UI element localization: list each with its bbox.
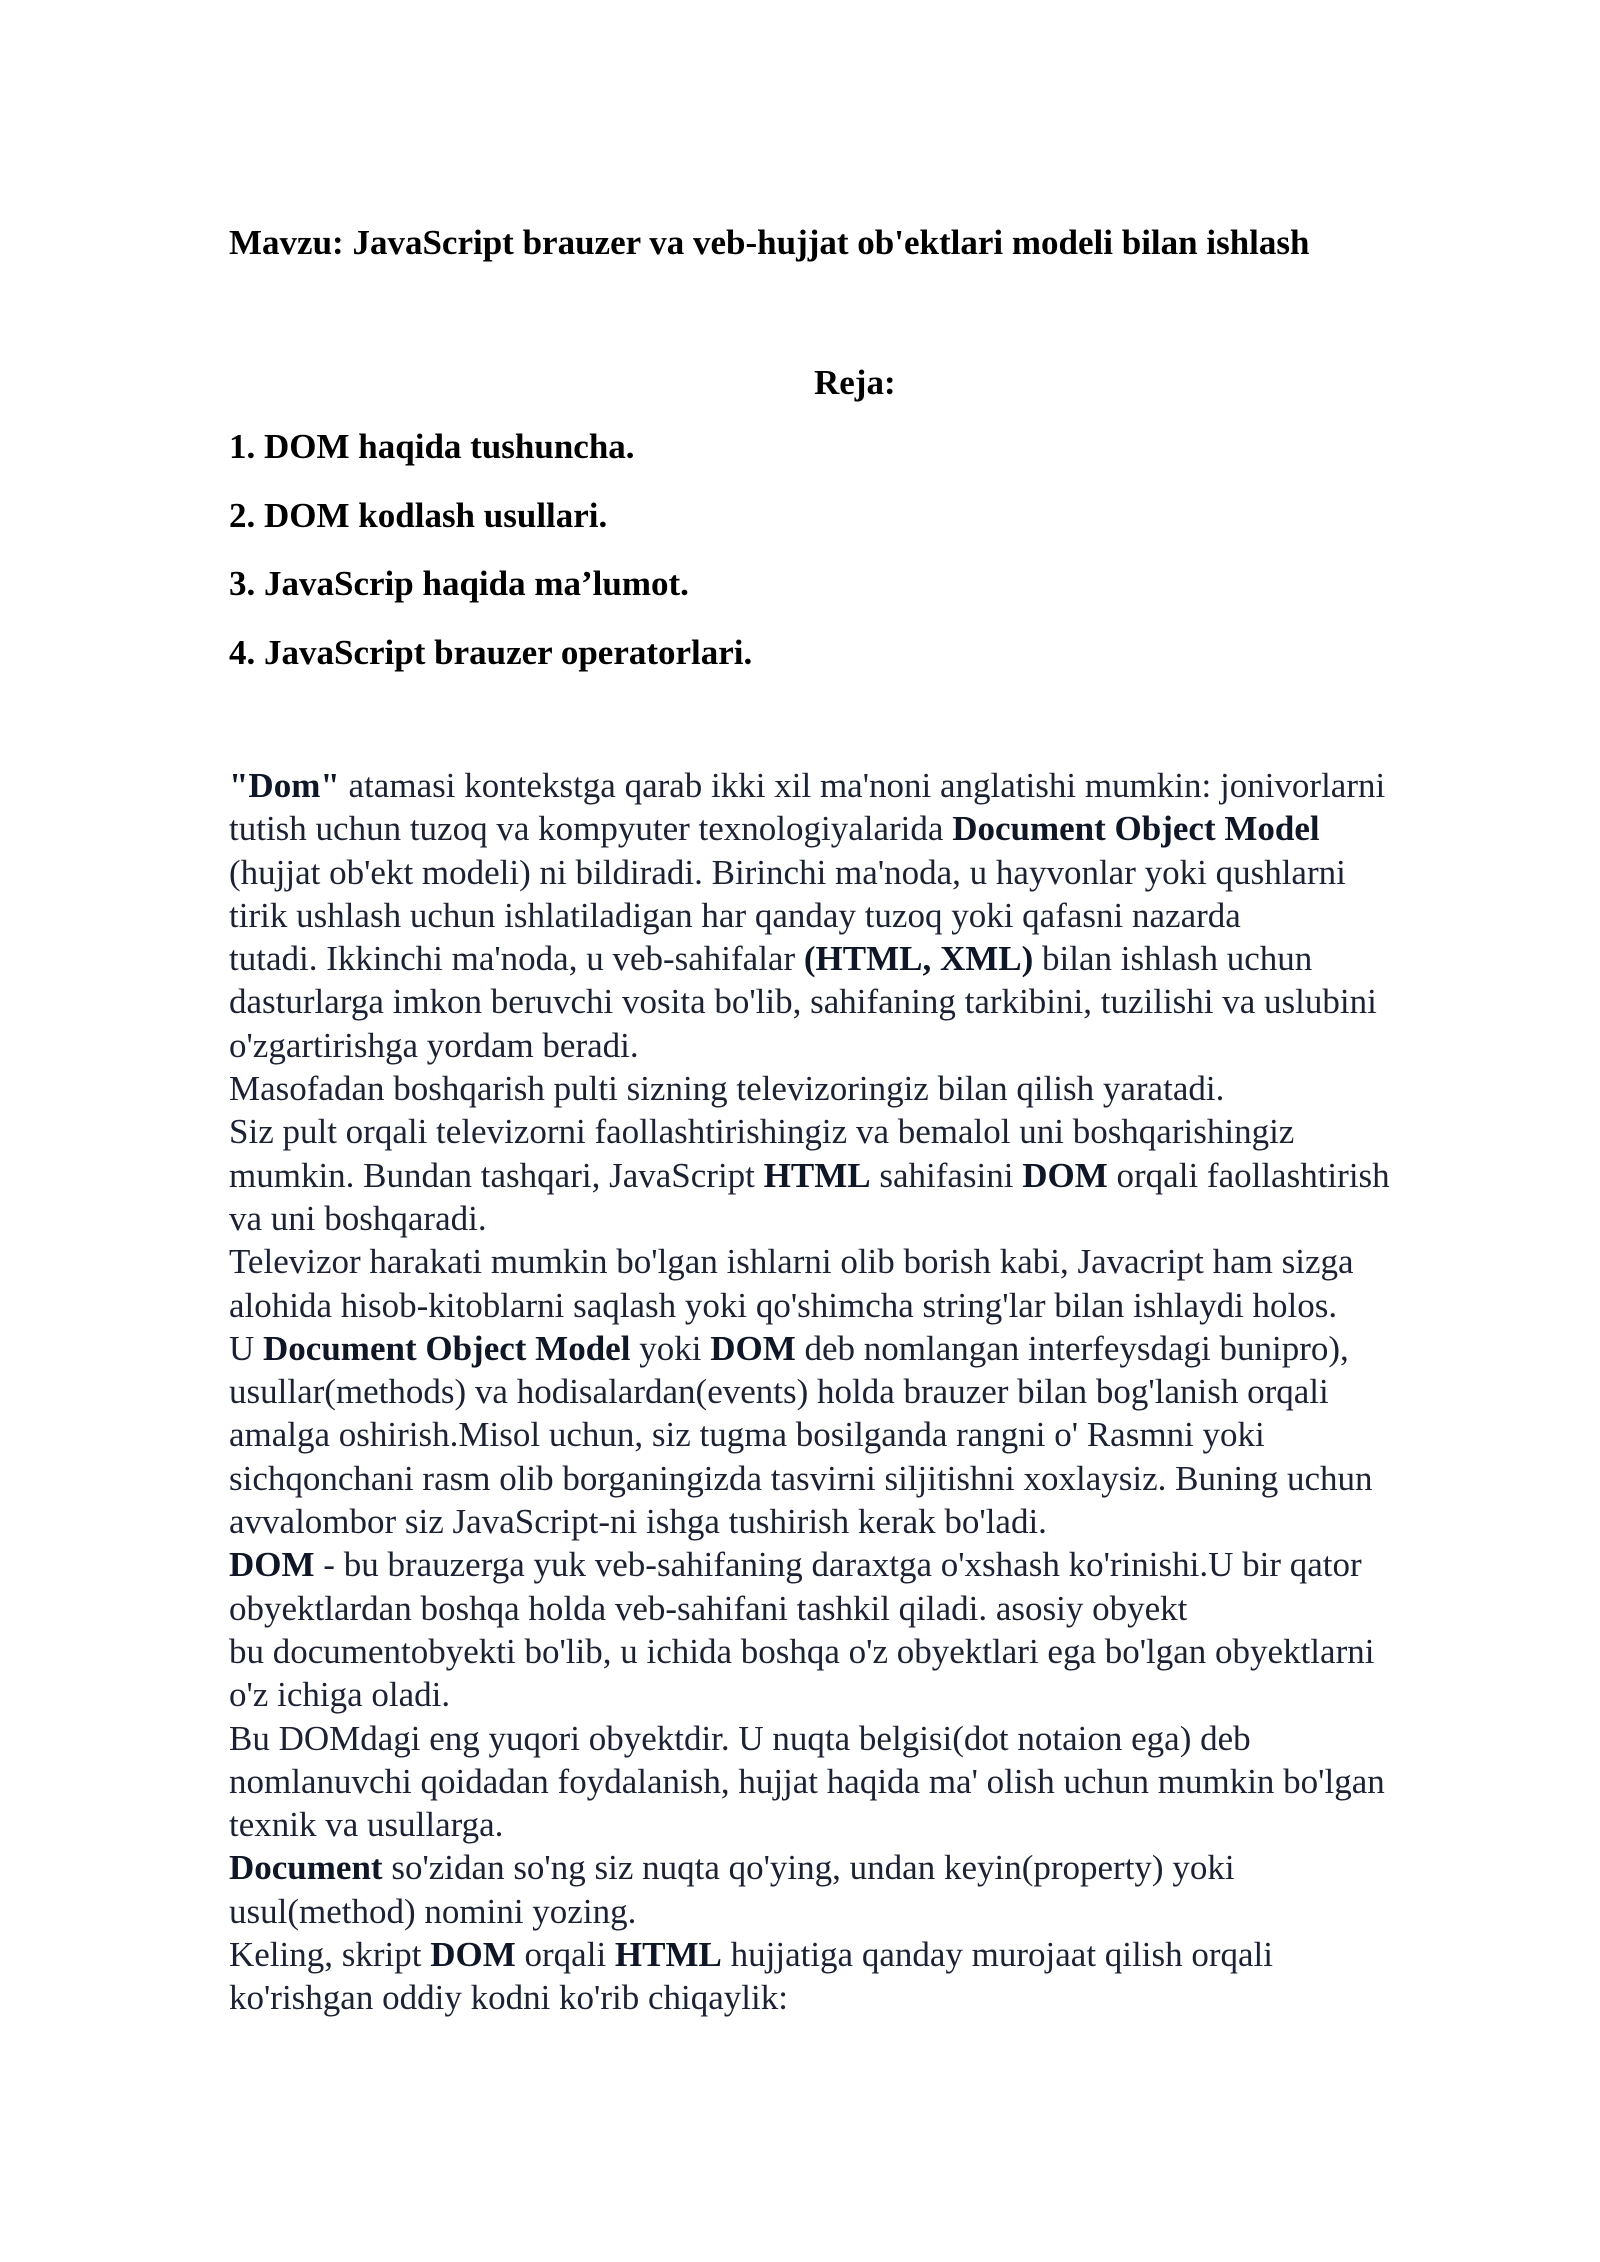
body-line [229,1197,1489,1240]
body-line [229,1933,1489,1976]
body-line [229,980,1489,1023]
bold-term: HTML [614,1935,722,1975]
text-run: ko'rishgan oddiy kodni ko'rib chiqaylik: [229,1978,788,2018]
bold-term: Document Object Model [263,1328,631,1368]
body-line [229,1543,1489,1586]
body-line [229,1717,1489,1760]
document-title: Mavzu: JavaScript brauzer va veb-hujjat ob'ektlari modeli bilan ishlash [229,223,1310,262]
text-run: tirik ushlash uchun ishlatiladigan har qanday tuzoq yoki qafasni nazarda [229,895,1241,935]
text-run: so'zidan so'ng siz nuqta qo'ying, undan keyin(property) yoki [382,1848,1235,1888]
plan-item: 2. DOM kodlash usullari. [229,495,608,535]
text-run: bu documentobyekti bo'lib, u ichida boshqa o'z obyektlari ega bo'lgan obyektlarni [229,1631,1375,1671]
bold-term: DOM [229,1545,315,1585]
text-run: usul(method) nomini yozing. [229,1891,637,1931]
text-run: mumkin. Bundan tashqari, JavaScript [229,1155,764,1195]
text-run: orqali faollashtirish [1107,1155,1390,1195]
body-line [229,1976,1489,2019]
text-run: amalga oshirish.Misol uchun, siz tugma bosilganda rangni o' Rasmni yoki [229,1415,1265,1455]
body-line [229,1673,1489,1716]
text-run: o'z ichiga oladi. [229,1675,451,1715]
text-run: sahifasini [870,1155,1023,1195]
text-run: hujjatiga qanday murojaat qilish orqali [721,1935,1273,1975]
text-run: Keling, skript [229,1935,431,1975]
body-line [229,851,1489,894]
body-line [229,1890,1489,1933]
text-run: (hujjat ob'ekt modeli) ni bildiradi. Birinchi ma'noda, u hayvonlar yoki qushlarni [229,852,1346,892]
body-text [229,764,1489,2020]
text-run: atamasi kontekstga qarab ikki xil ma'noni anglatishi mumkin: jonivorlarni [339,766,1386,805]
body-line [229,1587,1489,1630]
text-run: texnik va usullarga. [229,1805,504,1845]
bold-term: Document [229,1848,383,1888]
plan-item: 4. JavaScript brauzer operatorlari. [229,632,753,672]
body-line [229,1413,1489,1456]
text-run: sichqonchani rasm olib borganingizda tasvirni siljitishni xoxlaysiz. Buning uchun [229,1458,1373,1498]
bold-term: DOM [1022,1155,1108,1195]
text-run: tutish uchun tuzoq va kompyuter texnologiyalarida [229,809,953,849]
body-line [229,1067,1489,1110]
text-run: dasturlarga imkon beruvchi vosita bo'lib, sahifaning tarkibini, tuzilishi va uslubini [229,982,1377,1022]
body-line [229,1240,1489,1283]
plan-heading: Reja: [814,363,896,402]
text-run: U [229,1328,264,1368]
text-run: o'zgartirishga yordam beradi. [229,1025,639,1065]
body-line [229,1846,1489,1889]
bold-term: "Dom" [229,766,340,805]
body-line [229,1284,1489,1327]
bold-term: (HTML, XML) [803,939,1034,979]
bold-term: HTML [763,1155,871,1195]
text-run: orqali [515,1935,615,1975]
text-run: Siz pult orqali televizorni faollashtirishingiz va bemalol uni boshqarishingiz [229,1112,1295,1152]
body-line [229,1154,1489,1197]
body-line [229,1327,1489,1370]
text-run: bilan ishlash uchun [1033,939,1313,979]
text-run: yoki [630,1328,711,1368]
body-line [229,1024,1489,1067]
text-run: - bu brauzerga yuk veb-sahifaning daraxtga o'xshash ko'rinishi.U bir qator [314,1545,1362,1585]
plan-item: 3. JavaScrip haqida ma’lumot. [229,564,689,603]
body-line [229,1370,1489,1413]
text-run: va uni boshqaradi. [229,1198,487,1238]
text-run: alohida hisob-kitoblarni saqlash yoki qo'shimcha string'lar bilan ishlaydi holos. [229,1285,1338,1325]
body-line [229,1630,1489,1673]
plan-list [229,422,752,696]
bold-term: DOM [710,1328,796,1368]
text-run: deb nomlangan interfeysdagi bunipro), [795,1328,1349,1368]
text-run: nomlanuvchi qoidadan foydalanish, hujjat haqida ma' olish uchun mumkin bo'lgan [229,1761,1385,1801]
plan-item: 1. DOM haqida tushuncha. [229,427,635,466]
body-line [229,1110,1489,1153]
body-line [229,1760,1489,1803]
text-run: usullar(methods) va hodisalardan(events) holda brauzer bilan bog'lanish orqali [229,1372,1329,1412]
body-line [229,1457,1489,1500]
text-run: obyektlardan boshqa holda veb-sahifani tashkil qiladi. asosiy obyekt [229,1588,1188,1628]
text-run: Masofadan boshqarish pulti sizning televizoringiz bilan qilish yaratadi. [229,1069,1225,1109]
body-line [229,894,1489,937]
text-run: avvalombor siz JavaScript-ni ishga tushirish kerak bo'ladi. [229,1502,1047,1542]
body-line [229,807,1489,850]
body-line [229,1803,1489,1846]
body-line [229,1500,1489,1543]
text-run: tutadi. Ikkinchi ma'noda, u veb-sahifalar [229,939,804,979]
body-line [229,937,1489,980]
body-line [229,764,1489,807]
bold-term: Document Object Model [952,809,1320,849]
text-run: Bu DOMdagi eng yuqori obyektdir. U nuqta belgisi(dot notaion ega) deb [229,1718,1251,1758]
text-run: Televizor harakati mumkin bo'lgan ishlarni olib borish kabi, Javacript ham sizga [229,1242,1354,1282]
bold-term: DOM [430,1935,516,1975]
